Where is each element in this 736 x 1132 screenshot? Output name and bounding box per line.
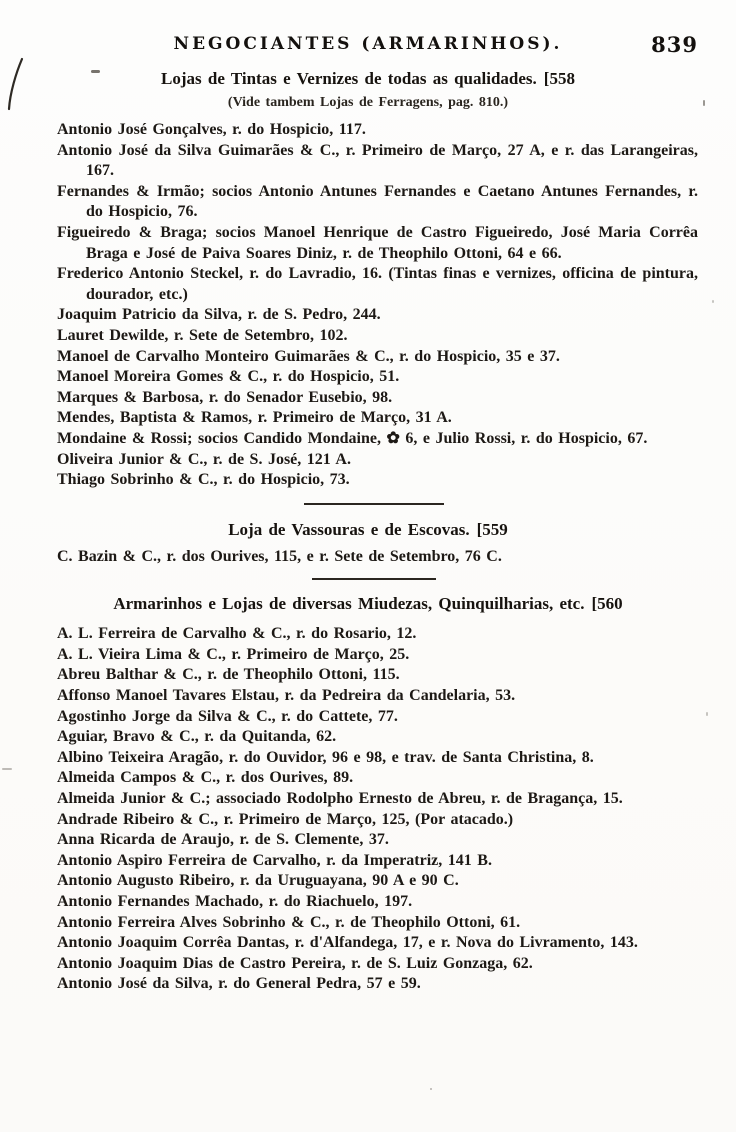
directory-entry: Antonio Aspiro Ferreira de Carvalho, r. da Imperatriz, 141 B. — [57, 851, 492, 869]
directory-entry: Fernandes & Irmão; socios Antonio Antunes Fernandes e Caetano Antunes Fernandes, r. do Hospicio, 76. — [57, 182, 698, 221]
directory-entry: Thiago Sobrinho & C., r. do Hospicio, 73. — [57, 471, 350, 489]
directory-entry: Almeida Junior & C.; associado Rodolpho Ernesto de Abreu, r. de Bragança, 15. — [57, 790, 623, 808]
entry-list-560 — [57, 624, 698, 995]
directory-entry: Aguiar, Bravo & C., r. da Quitanda, 62. — [57, 728, 337, 746]
directory-entry: C. Bazin & C., r. dos Ourives, 115, e r. Sete de Setembro, 76 C. — [57, 547, 502, 565]
directory-entry: A. L. Ferreira de Carvalho & C., r. do Rosario, 12. — [57, 625, 417, 643]
section-ref-number: [558 — [543, 69, 575, 88]
ink-smudge — [2, 768, 12, 770]
directory-entry: Anna Ricarda de Araujo, r. de S. Clemente, 37. — [57, 831, 389, 849]
ink-smudge — [706, 712, 708, 716]
directory-entry: Abreu Balthar & C., r. de Theophilo Ottoni, 115. — [57, 666, 400, 684]
section-title-text: Loja de Vassouras e de Escovas. — [228, 519, 470, 539]
directory-entry: Lauret Dewilde, r. Sete de Setembro, 102. — [57, 326, 348, 344]
directory-entry: Andrade Ribeiro & C., r. Primeiro de Março, 125, (Por atacado.) — [57, 810, 514, 828]
section-lojas-de-tintas-e-vernizes — [0, 67, 736, 491]
section-title-560 — [40, 592, 696, 615]
ink-smudge — [430, 1088, 432, 1090]
section-divider — [312, 578, 436, 580]
section-ref-number: [559 — [476, 519, 508, 539]
directory-entry: Manoel Moreira Gomes & C., r. do Hospicio, 51. — [57, 368, 400, 386]
directory-entry: Frederico Antonio Steckel, r. do Lavradio, 16. (Tintas finas e vernizes, officina de pintura, dourador, etc.) — [57, 265, 698, 303]
ink-smudge — [703, 100, 705, 106]
directory-entry: Joaquim Patricio da Silva, r. de S. Pedro, 244. — [57, 306, 381, 324]
section-title-559 — [40, 518, 696, 541]
directory-entry: Antonio Ferreira Alves Sobrinho & C., r. de Theophilo Ottoni, 61. — [57, 913, 521, 931]
directory-entry: Antonio Joaquim Dias de Castro Pereira, r. de S. Luiz Gonzaga, 62. — [57, 954, 533, 972]
entry-list-558 — [57, 120, 698, 491]
directory-entry: Antonio Joaquim Corrêa Dantas, r. d'Alfandega, 17, e r. Nova do Livramento, 143. — [57, 934, 638, 952]
directory-entry: Antonio Fernandes Machado, r. do Riachuelo, 197. — [57, 893, 413, 910]
ink-smudge — [712, 300, 714, 303]
section-armarinhos-e-miudezas — [0, 592, 736, 995]
section-divider — [304, 503, 444, 505]
page-number: 839 — [651, 32, 698, 57]
section-title-558 — [40, 67, 696, 90]
directory-entry: Antonio José Gonçalves, r. do Hospicio, 117. — [57, 121, 366, 138]
directory-entry: Antonio Augusto Ribeiro, r. da Uruguayana, 90 A e 90 C. — [57, 872, 459, 890]
directory-entry: Agostinho Jorge da Silva & C., r. do Cattete, 77. — [57, 707, 398, 725]
entry-list-559 — [57, 547, 698, 568]
directory-entry: Manoel de Carvalho Monteiro Guimarães & C., r. do Hospicio, 35 e 37. — [57, 347, 560, 365]
section-loja-de-vassouras-e-escovas — [0, 518, 736, 568]
ink-smudge — [91, 70, 100, 73]
cross-reference-note: (Vide tambem Lojas de Ferragens, pag. 810.) — [227, 95, 509, 110]
page-title: NEGOCIANTES (ARMARINHOS). — [173, 34, 563, 54]
section-title-text: Lojas de Tintas e Vernizes de todas as qualidades. — [161, 69, 537, 88]
directory-entry: Mendes, Baptista & Ramos, r. Primeiro de Março, 31 A. — [57, 409, 452, 427]
directory-entry: Figueiredo & Braga; socios Manoel Henrique de Castro Figueiredo, José Maria Corrêa Braga e José de Paiva Soares Diniz, r. de Theophilo Ottoni, 64 e 66. — [57, 223, 698, 262]
directory-entry: Marques & Barbosa, r. do Senador Eusebio, 98. — [57, 388, 393, 406]
handwritten-slash-mark — [5, 57, 27, 113]
section-title-text: Armarinhos e Lojas de diversas Miudezas, Quinquilharias, etc. — [113, 594, 585, 614]
directory-entry: Almeida Campos & C., r. dos Ourives, 89. — [57, 769, 354, 787]
directory-entry: Oliveira Junior & C., r. de S. José, 121 A. — [57, 450, 351, 468]
directory-entry: Antonio José da Silva Guimarães & C., r. Primeiro de Março, 27 A, e r. das Larangeiras, 167. — [57, 141, 698, 180]
directory-entry: Affonso Manoel Tavares Elstau, r. da Pedreira da Candelaria, 53. — [57, 687, 516, 705]
running-head — [0, 34, 736, 58]
directory-entry: Antonio José da Silva, r. do General Pedra, 57 e 59. — [57, 975, 421, 993]
directory-entry: Mondaine & Rossi; socios Candido Mondaine, ✿ 6, e Julio Rossi, r. do Hospicio, 67. — [57, 429, 648, 447]
directory-entry: A. L. Vieira Lima & C., r. Primeiro de Março, 25. — [57, 645, 410, 663]
section-ref-number: [560 — [591, 594, 623, 614]
directory-entry: Albino Teixeira Aragão, r. do Ouvidor, 96 e 98, e trav. de Santa Christina, 8. — [57, 748, 594, 766]
